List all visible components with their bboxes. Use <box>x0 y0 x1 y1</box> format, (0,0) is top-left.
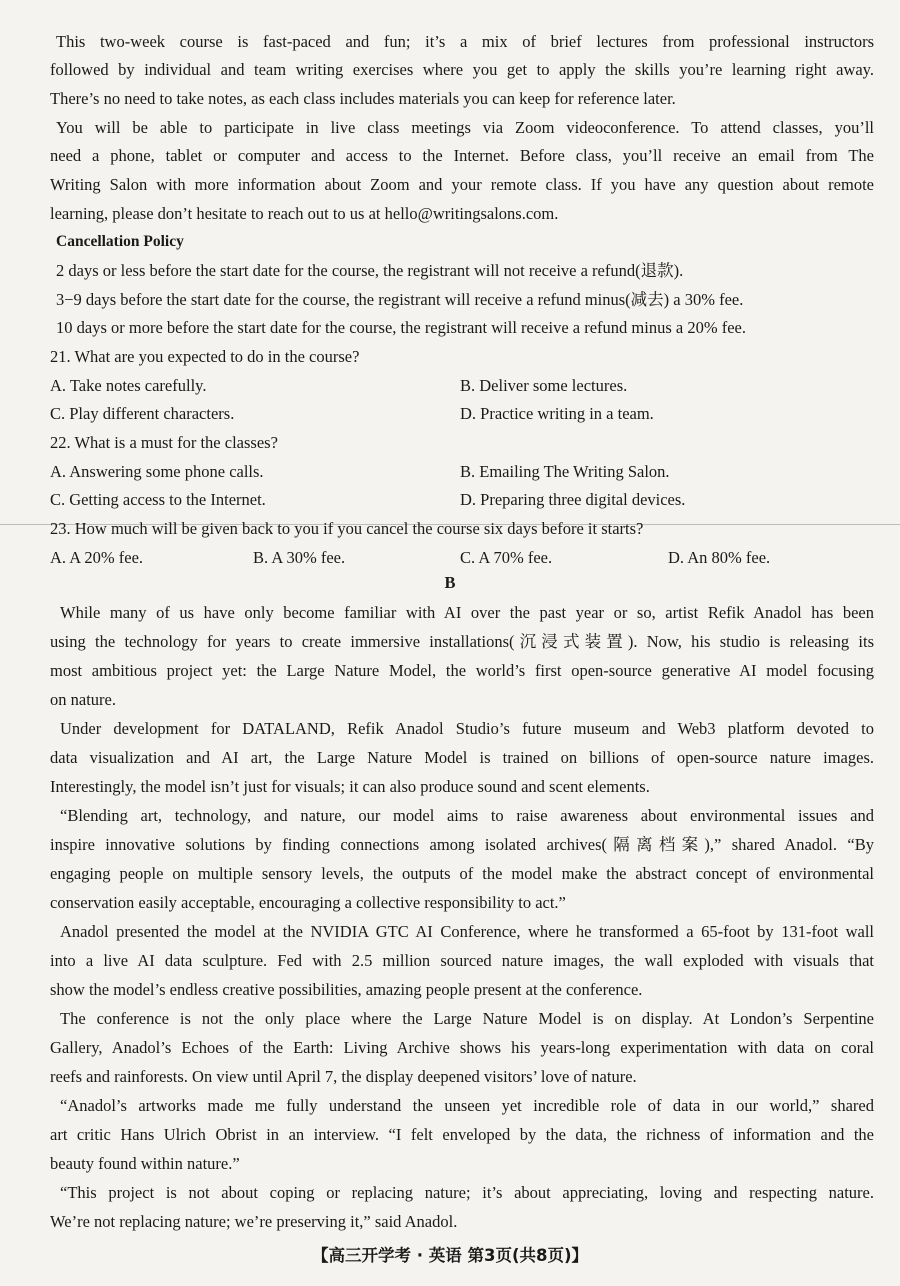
passage-b-line: on nature. <box>50 690 116 709</box>
passage-b-line: engaging people on multiple sensory levels, the outputs of the model make the abstract concept of environmental <box>50 864 874 883</box>
passage-b-line: reefs and rainforests. On view until April 7, the display deepened visitors’ love of nature. <box>50 1067 637 1086</box>
page-footer: 【高三开学考 · 英语 第3页(共8页)】 <box>311 1246 589 1265</box>
passage-b-line: inspire innovative solutions by finding connections among isolated archives(隔离档案),” shared Anadol. “By <box>50 835 874 854</box>
passage-b-line: data visualization and AI art, the Large Nature Model is trained on billions of open-source nature images. <box>50 748 874 767</box>
option: A. A 20% fee. <box>50 548 144 567</box>
policy-item: 10 days or more before the start date for the course, the registrant will receive a refund minus a 20% fee. <box>56 318 746 337</box>
policy-item: 2 days or less before the start date for the course, the registrant will not receive a refund(退款). <box>56 261 684 280</box>
question-stem: 21. What are you expected to do in the course? <box>50 347 360 366</box>
passage-b-line: “Anadol’s artworks made me fully understand the unseen yet incredible role of data in our world,” shared <box>60 1096 874 1115</box>
option: C. Getting access to the Internet. <box>50 490 266 509</box>
passage-b-line: “This project is not about coping or replacing nature; it’s about appreciating, loving and respecting nature. <box>60 1183 874 1202</box>
option: C. Play different characters. <box>50 404 235 423</box>
passage-b-line: show the model’s endless creative possibilities, amazing people present at the conference. <box>50 980 643 999</box>
passage-b-line: Anadol presented the model at the NVIDIA GTC AI Conference, where he transformed a 65-foot by 131-foot wall <box>60 922 874 941</box>
policy-item: 3−9 days before the start date for the course, the registrant will receive a refund minus(减去) a 30% fee. <box>56 290 744 309</box>
passage-a-line: There’s no need to take notes, as each class includes materials you can keep for reference later. <box>50 89 676 108</box>
passage-b-line: While many of us have only become familiar with AI over the past year or so, artist Refik Anadol has been <box>60 603 874 622</box>
option: D. Practice writing in a team. <box>460 404 654 423</box>
passage-b-line: most ambitious project yet: the Large Nature Model, the world’s first open-source generative AI model focusing <box>50 661 874 680</box>
passage-b-line: Gallery, Anadol’s Echoes of the Earth: Living Archive shows his years-long experimentation with data on coral <box>50 1038 874 1057</box>
passage-b-line: The conference is not the only place where the Large Nature Model is on display. At London’s Serpentine <box>60 1009 874 1028</box>
passage-b-line: Under development for DATALAND, Refik Anadol Studio’s future museum and Web3 platform devoted to <box>60 719 874 738</box>
option: D. An 80% fee. <box>668 548 771 567</box>
option: B. A 30% fee. <box>253 548 346 567</box>
passage-b-line: art critic Hans Ulrich Obrist in an interview. “I felt enveloped by the data, the richness of information and the <box>50 1125 874 1144</box>
question-stem: 22. What is a must for the classes? <box>50 433 278 452</box>
option: A. Answering some phone calls. <box>50 462 264 481</box>
passage-b-line: Interestingly, the model isn’t just for visuals; it can also produce sound and scent elements. <box>50 777 650 796</box>
question-stem: 23. How much will be given back to you if you cancel the course six days before it starts? <box>50 519 644 538</box>
policy-heading: Cancellation Policy <box>56 233 184 250</box>
option: C. A 70% fee. <box>460 548 553 567</box>
passage-a-line: learning, please don’t hesitate to reach out to us at hello@writingsalons.com. <box>50 204 559 223</box>
option: B. Deliver some lectures. <box>460 376 628 395</box>
passage-b-line: beauty found within nature.” <box>50 1154 240 1173</box>
passage-a-line: followed by individual and team writing exercises where you get to apply the skills you’re learning right away. <box>50 60 874 79</box>
option: D. Preparing three digital devices. <box>460 490 686 509</box>
passage-a-line: need a phone, tablet or computer and access to the Internet. Before class, you’ll receive an email from The <box>50 146 874 165</box>
option: A. Take notes carefully. <box>50 376 207 395</box>
passage-b-line: using the technology for years to create immersive installations(沉浸式装置). Now, his studio is releasing its <box>50 632 874 651</box>
passage-b-line: conservation easily acceptable, encouraging a collective responsibility to act.” <box>50 893 566 912</box>
section-heading: B <box>444 573 456 592</box>
passage-b-line: “Blending art, technology, and nature, our model aims to raise awareness about environmental issues and <box>60 806 874 825</box>
option: B. Emailing The Writing Salon. <box>460 462 670 481</box>
passage-a-line: This two-week course is fast-paced and fun; it’s a mix of brief lectures from professional instructors <box>56 32 874 51</box>
passage-a-line: Writing Salon with more information about Zoom and your remote class. If you have any question about remote <box>50 175 874 194</box>
passage-b-line: We’re not replacing nature; we’re preserving it,” said Anadol. <box>50 1212 458 1231</box>
passage-b-line: into a live AI data sculpture. Fed with 2.5 million sourced nature images, the wall exploded with visuals that <box>50 951 874 970</box>
passage-a-line: You will be able to participate in live class meetings via Zoom videoconference. To attend classes, you’ll <box>56 118 874 137</box>
